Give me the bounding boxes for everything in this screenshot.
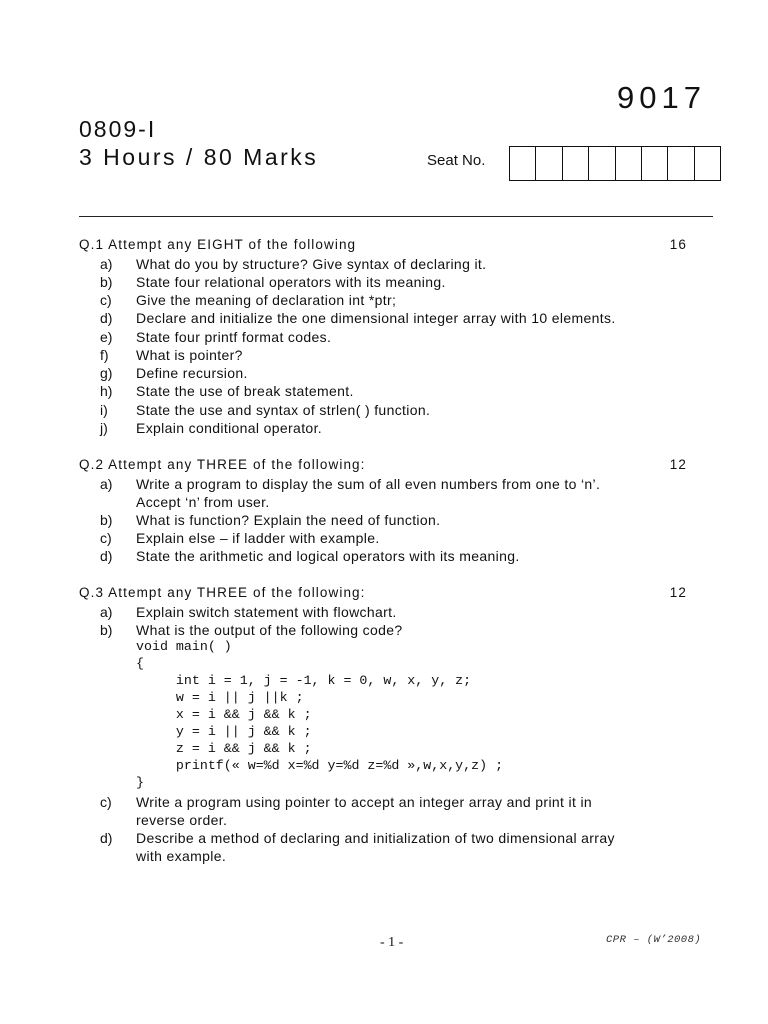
question-3-heading xyxy=(79,585,687,600)
code-line: z = i && j && k ; xyxy=(136,741,312,756)
list-item xyxy=(100,793,710,811)
list-item xyxy=(100,475,710,493)
list-item xyxy=(100,547,710,565)
seat-digit-box[interactable] xyxy=(563,147,589,180)
header-divider xyxy=(79,216,713,217)
paper-code: 9017 xyxy=(617,80,706,115)
code-line: void main( ) xyxy=(136,639,232,654)
item-label: d) xyxy=(100,830,113,846)
item-label: a) xyxy=(100,476,113,492)
list-item xyxy=(100,529,710,547)
item-label: a) xyxy=(100,256,113,272)
list-item xyxy=(100,419,710,437)
seat-digit-box[interactable] xyxy=(642,147,668,180)
item-text: Write a program to display the sum of all even numbers from one to ‘n’. xyxy=(136,476,601,492)
item-text: State the use and syntax of strlen( ) function. xyxy=(136,402,431,418)
list-item xyxy=(100,401,710,419)
item-text: Write a program using pointer to accept an integer array and print it in xyxy=(136,794,593,810)
code-line: { xyxy=(136,656,144,671)
list-item-continuation xyxy=(100,493,710,511)
list-item xyxy=(100,255,710,273)
item-text: What is the output of the following code? xyxy=(136,622,403,638)
question-3-title: Q.3 Attempt any THREE of the following: xyxy=(79,585,366,600)
list-item xyxy=(100,309,710,327)
code-line: x = i && j && k ; xyxy=(136,707,312,722)
course-code: CPR – (W’2008) xyxy=(606,934,702,946)
seat-digit-box[interactable] xyxy=(589,147,615,180)
code-line: int i = 1, j = -1, k = 0, w, x, y, z; xyxy=(136,673,472,688)
question-3-marks: 12 xyxy=(669,585,687,600)
item-text: What is function? Explain the need of function. xyxy=(136,512,441,528)
item-label: b) xyxy=(100,274,113,290)
item-label: f) xyxy=(100,347,109,363)
item-text: Describe a method of declaring and initialization of two dimensional array xyxy=(136,830,615,846)
question-2-marks: 12 xyxy=(669,457,687,472)
item-text: State four printf format codes. xyxy=(136,329,332,345)
seat-digit-box[interactable] xyxy=(668,147,694,180)
exam-session: 0809-I xyxy=(79,116,157,142)
seat-digit-box[interactable] xyxy=(510,147,536,180)
list-item xyxy=(100,346,710,364)
code-line: y = i || j && k ; xyxy=(136,724,312,739)
item-text: State the use of break statement. xyxy=(136,383,354,399)
item-label: d) xyxy=(100,310,113,326)
item-text: Explain switch statement with flowchart. xyxy=(136,604,397,620)
seat-digit-box[interactable] xyxy=(536,147,562,180)
item-text: Explain else – if ladder with example. xyxy=(136,530,380,546)
item-text: Explain conditional operator. xyxy=(136,420,323,436)
list-item xyxy=(100,829,710,847)
code-line: printf(« w=%d x=%d y=%d z=%d »,w,x,y,z) ; xyxy=(136,758,504,773)
list-item xyxy=(100,621,710,639)
item-label: i) xyxy=(100,402,108,418)
list-item xyxy=(100,511,710,529)
question-2-heading xyxy=(79,457,687,472)
item-text: reverse order. xyxy=(136,812,228,828)
list-item-continuation xyxy=(100,811,710,829)
item-label: g) xyxy=(100,365,113,381)
item-text: State the arithmetic and logical operators with its meaning. xyxy=(136,548,520,564)
page-number: - 1 - xyxy=(380,935,404,950)
list-item xyxy=(100,382,710,400)
item-text: Give the meaning of declaration int *ptr; xyxy=(136,292,397,308)
exam-duration-marks: 3 Hours / 80 Marks xyxy=(79,144,319,170)
list-item xyxy=(100,364,710,382)
item-label: b) xyxy=(100,512,113,528)
list-item xyxy=(100,328,710,346)
item-label: h) xyxy=(100,383,113,399)
question-1-marks: 16 xyxy=(669,237,687,252)
item-label: c) xyxy=(100,794,112,810)
list-item xyxy=(100,291,710,309)
item-label: c) xyxy=(100,530,112,546)
code-line: w = i || j ||k ; xyxy=(136,690,304,705)
list-item xyxy=(100,273,710,291)
item-text: with example. xyxy=(136,848,227,864)
item-label: a) xyxy=(100,604,113,620)
item-text: State four relational operators with its meaning. xyxy=(136,274,446,290)
list-item-continuation xyxy=(100,847,710,865)
item-text: What do you by structure? Give syntax of declaring it. xyxy=(136,256,487,272)
item-label: e) xyxy=(100,329,113,345)
item-label: d) xyxy=(100,548,113,564)
item-text: Accept ‘n’ from user. xyxy=(136,494,270,510)
item-text: What is pointer? xyxy=(136,347,243,363)
item-text: Declare and initialize the one dimensional integer array with 10 elements. xyxy=(136,310,616,326)
item-label: c) xyxy=(100,292,112,308)
seat-number-label: Seat No. xyxy=(427,152,486,169)
seat-number-boxes[interactable] xyxy=(509,146,721,181)
question-1-heading xyxy=(79,237,687,252)
question-1-title: Q.1 Attempt any EIGHT of the following xyxy=(79,237,357,252)
item-text: Define recursion. xyxy=(136,365,248,381)
seat-digit-box[interactable] xyxy=(695,147,720,180)
code-line: } xyxy=(136,775,144,790)
seat-digit-box[interactable] xyxy=(616,147,642,180)
list-item xyxy=(100,603,710,621)
question-2-title: Q.2 Attempt any THREE of the following: xyxy=(79,457,366,472)
item-label: j) xyxy=(100,420,108,436)
item-label: b) xyxy=(100,622,113,638)
